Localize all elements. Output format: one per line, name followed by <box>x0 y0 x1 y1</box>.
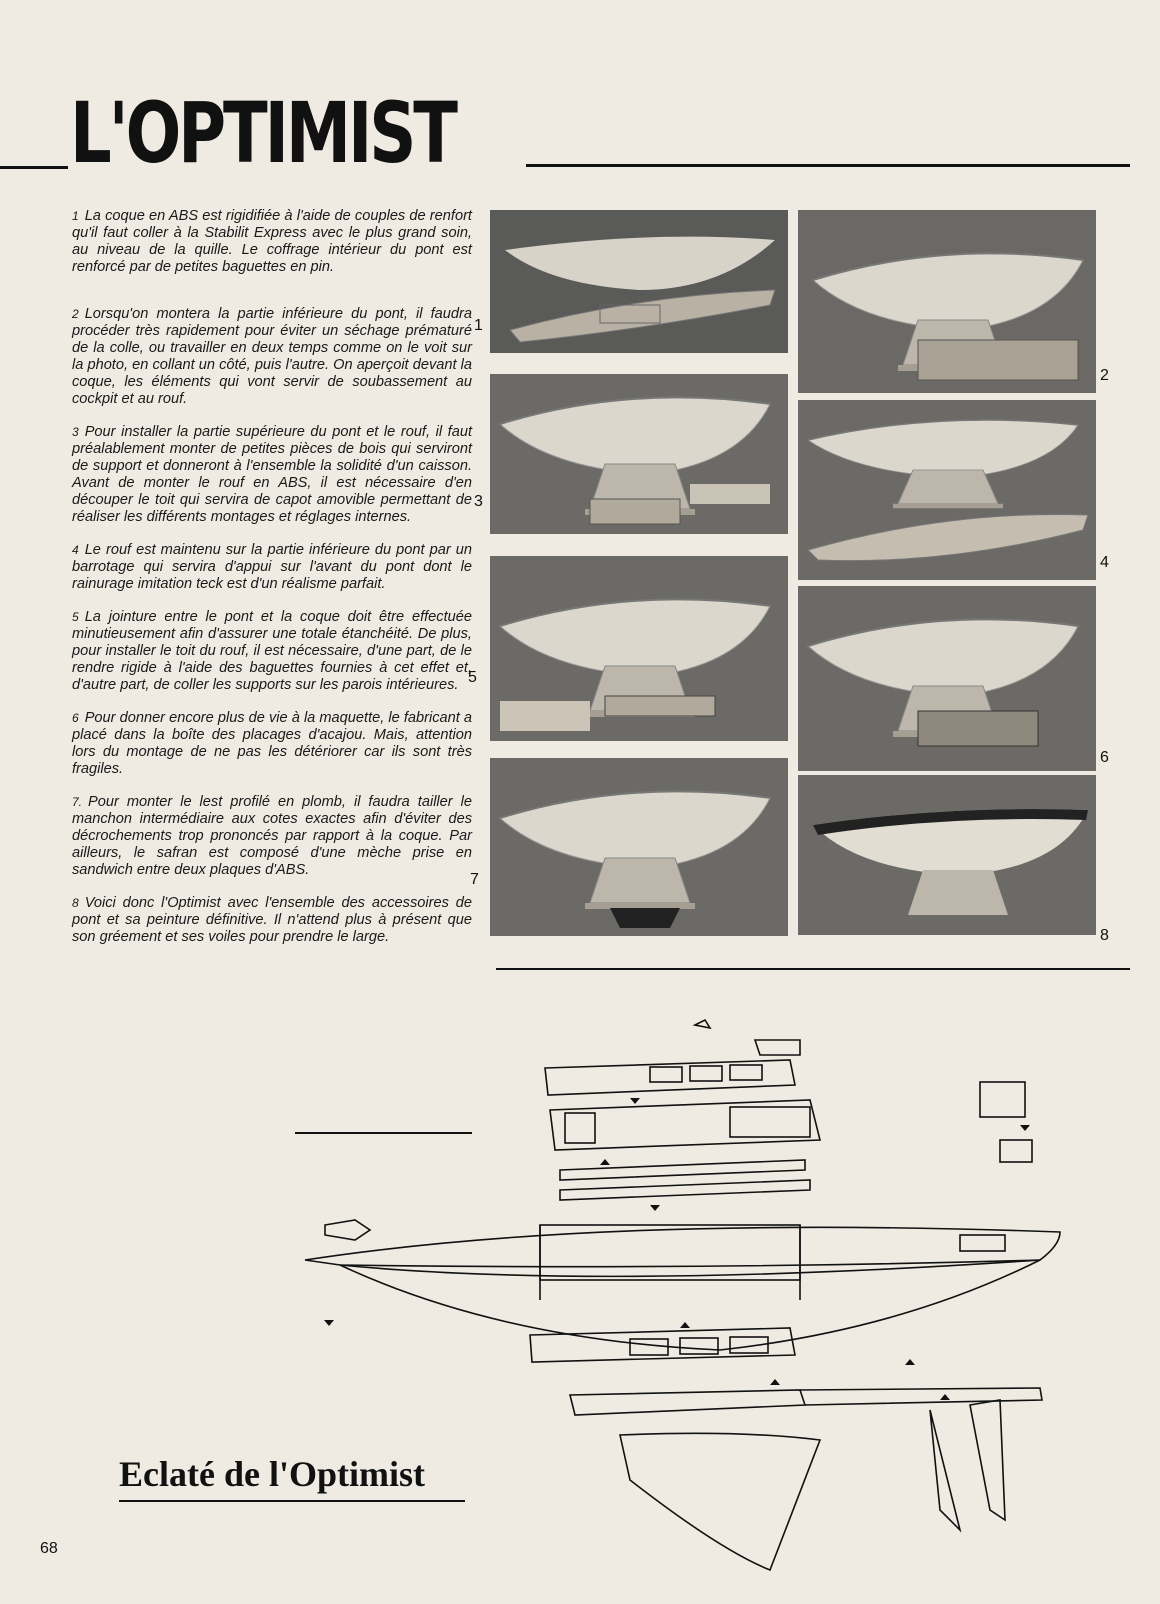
photo-label-5: 5 <box>468 669 477 686</box>
step-text: Pour donner encore plus de vie à la maquette, le fabricant a placé dans la boîte des placages d'acajou. Mais, attention lors du montage de ne pas les détériorer car ils sont très fragiles. <box>72 710 472 777</box>
exploded-view-diagram <box>300 1010 1160 1604</box>
step-2 <box>72 306 472 408</box>
step-text: Voici donc l'Optimist avec l'ensemble des accessoires de pont et sa peinture définitive. Il n'attend plus à présent que son gréement et ses voiles pour prendre le large. <box>72 895 472 945</box>
photo-label-1: 1 <box>474 317 483 334</box>
step-text: Le rouf est maintenu sur la partie inférieure du pont par un barrotage qui servira d'appui sur l'avant du pont dont le rainurage imitation teck est d'un réalisme parfait. <box>72 542 472 592</box>
step-3 <box>72 424 472 526</box>
step-text: La jointure entre le pont et la coque doit être effectuée minutieusement afin d'assurer une totale étanchéité. De plus, pour installer le toit du rouf, il est nécessaire, d'une part, de le rendre rigide à l'aide des baguettes fournies à cet effet et, d'autre part, de coller les supports sur les parois intérieures. <box>72 609 472 693</box>
photos-end-rule <box>496 968 1130 970</box>
step-7 <box>72 794 472 879</box>
step-4 <box>72 542 472 593</box>
photo-2 <box>798 210 1096 393</box>
photo-label-2: 2 <box>1100 367 1109 384</box>
photo-6 <box>798 586 1096 771</box>
photo-8 <box>798 775 1096 935</box>
step-text: La coque en ABS est rigidifiée à l'aide de couples de renfort qu'il faut coller à la Stabilit Express avec le plus grand soin, au niveau de la quille. Le coffrage intérieur du pont est renforcé par de petites baguettes en pin. <box>72 208 472 275</box>
title-rule-right <box>526 164 1130 167</box>
photo-7 <box>490 758 788 936</box>
photo-4 <box>798 400 1096 580</box>
step-text: Pour monter le lest profilé en plomb, il faudra tailler le manchon intermédiaire aux cotes exactes afin d'éviter des décrochements trop prononcés par rapport à la coque. Par ailleurs, le safran est composé d'une mèche prise en sandwich entre deux plaques d'ABS. <box>72 794 472 878</box>
step-6 <box>72 710 472 778</box>
step-5 <box>72 609 472 694</box>
photo-5 <box>490 556 788 741</box>
step-number: 4 <box>72 543 79 557</box>
photo-1 <box>490 210 788 353</box>
step-1 <box>72 208 472 276</box>
diagram-caption: Eclaté de l'Optimist <box>119 1454 425 1494</box>
caption-rule <box>119 1500 465 1502</box>
step-number: 7. <box>72 795 83 809</box>
step-text: Lorsqu'on montera la partie inférieure du pont, il faudra procéder très rapidement pour éviter un séchage prématuré de la colle, ou travailler en deux temps comme on le voit sur la photo, en collant un côté, puis l'autre. On aperçoit devant la coque, les éléments qui vont servir de soubassement au cockpit et au rouf. <box>72 306 472 407</box>
title-rule-left <box>0 166 68 169</box>
step-number: 5 <box>72 610 79 624</box>
page-title: L'OPTIMIST <box>70 84 455 182</box>
photo-label-8: 8 <box>1100 927 1109 944</box>
page-number: 68 <box>40 1540 58 1557</box>
photo-label-3: 3 <box>474 493 483 510</box>
step-list <box>72 208 472 962</box>
photo-3 <box>490 374 788 534</box>
step-number: 6 <box>72 711 79 725</box>
step-number: 1 <box>72 209 79 223</box>
step-number: 3 <box>72 425 79 439</box>
step-number: 8 <box>72 896 79 910</box>
photo-label-7: 7 <box>470 871 479 888</box>
photo-label-4: 4 <box>1100 554 1109 571</box>
step-number: 2 <box>72 307 79 321</box>
photo-label-6: 6 <box>1100 749 1109 766</box>
step-8 <box>72 895 472 946</box>
step-text: Pour installer la partie supérieure du pont et le rouf, il faut préalablement monter de petites pièces de bois qui serviront de support et donneront à l'ensemble la solidité d'un caisson. Avant de monter le rouf en ABS, il est nécessaire d'en découper le toit qui servira de capot amovible permettant de réaliser les différents montages et réglages internes. <box>72 424 472 525</box>
